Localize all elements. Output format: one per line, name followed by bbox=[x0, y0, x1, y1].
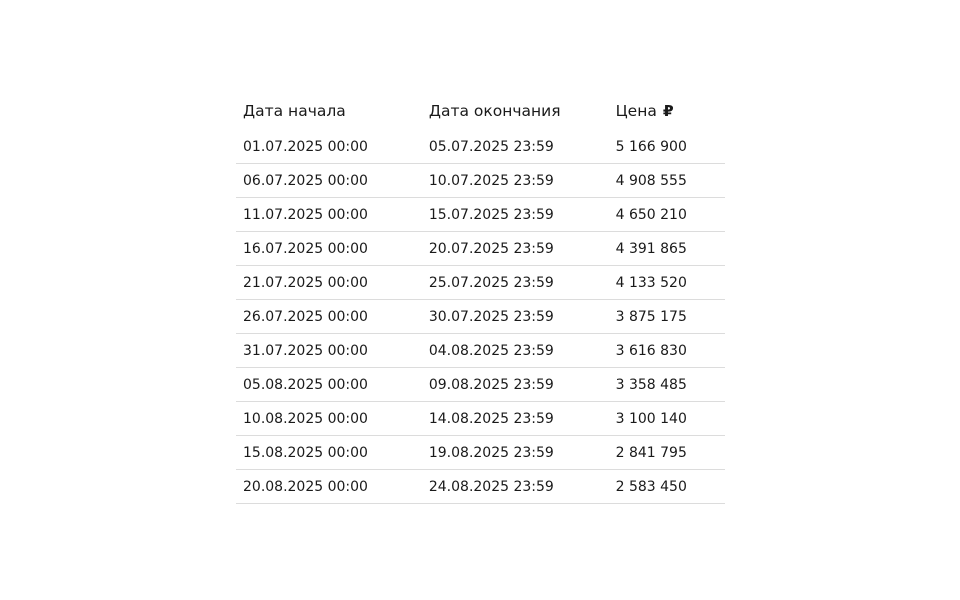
cell-end-date: 20.07.2025 23:59 bbox=[422, 232, 609, 266]
cell-end-date: 09.08.2025 23:59 bbox=[422, 368, 609, 402]
table-header-row bbox=[236, 92, 725, 130]
table-row bbox=[236, 130, 725, 164]
table-row bbox=[236, 198, 725, 232]
table-row bbox=[236, 436, 725, 470]
cell-price: 3 616 830 bbox=[609, 334, 725, 368]
price-schedule-table bbox=[236, 92, 725, 504]
cell-end-date: 24.08.2025 23:59 bbox=[422, 470, 609, 504]
table-row bbox=[236, 300, 725, 334]
cell-start-date: 06.07.2025 00:00 bbox=[236, 164, 422, 198]
cell-start-date: 15.08.2025 00:00 bbox=[236, 436, 422, 470]
cell-price: 2 841 795 bbox=[609, 436, 725, 470]
cell-price: 4 391 865 bbox=[609, 232, 725, 266]
cell-price: 4 133 520 bbox=[609, 266, 725, 300]
cell-end-date: 14.08.2025 23:59 bbox=[422, 402, 609, 436]
column-header-price bbox=[609, 92, 725, 130]
cell-price: 2 583 450 bbox=[609, 470, 725, 504]
table-row bbox=[236, 402, 725, 436]
cell-price: 3 358 485 bbox=[609, 368, 725, 402]
cell-start-date: 16.07.2025 00:00 bbox=[236, 232, 422, 266]
cell-price: 5 166 900 bbox=[609, 130, 725, 164]
cell-start-date: 26.07.2025 00:00 bbox=[236, 300, 422, 334]
cell-end-date: 30.07.2025 23:59 bbox=[422, 300, 609, 334]
cell-end-date: 15.07.2025 23:59 bbox=[422, 198, 609, 232]
column-header-start-date: Дата начала bbox=[243, 102, 346, 120]
ruble-currency-icon: ₽ bbox=[662, 102, 674, 120]
cell-price: 3 100 140 bbox=[609, 402, 725, 436]
table-row bbox=[236, 232, 725, 266]
cell-price: 4 650 210 bbox=[609, 198, 725, 232]
cell-end-date: 10.07.2025 23:59 bbox=[422, 164, 609, 198]
table-row bbox=[236, 334, 725, 368]
cell-end-date: 04.08.2025 23:59 bbox=[422, 334, 609, 368]
cell-end-date: 25.07.2025 23:59 bbox=[422, 266, 609, 300]
cell-price: 3 875 175 bbox=[609, 300, 725, 334]
cell-start-date: 10.08.2025 00:00 bbox=[236, 402, 422, 436]
table-row bbox=[236, 164, 725, 198]
cell-end-date: 19.08.2025 23:59 bbox=[422, 436, 609, 470]
cell-start-date: 21.07.2025 00:00 bbox=[236, 266, 422, 300]
table-row bbox=[236, 470, 725, 504]
cell-end-date: 05.07.2025 23:59 bbox=[422, 130, 609, 164]
cell-start-date: 05.08.2025 00:00 bbox=[236, 368, 422, 402]
column-header-price-label: Цена bbox=[615, 102, 657, 120]
column-header-end-date: Дата окончания bbox=[428, 102, 561, 120]
table-body bbox=[236, 130, 725, 504]
table-row bbox=[236, 266, 725, 300]
cell-start-date: 01.07.2025 00:00 bbox=[236, 130, 422, 164]
cell-price: 4 908 555 bbox=[609, 164, 725, 198]
cell-start-date: 20.08.2025 00:00 bbox=[236, 470, 422, 504]
cell-start-date: 31.07.2025 00:00 bbox=[236, 334, 422, 368]
table-row bbox=[236, 368, 725, 402]
cell-start-date: 11.07.2025 00:00 bbox=[236, 198, 422, 232]
